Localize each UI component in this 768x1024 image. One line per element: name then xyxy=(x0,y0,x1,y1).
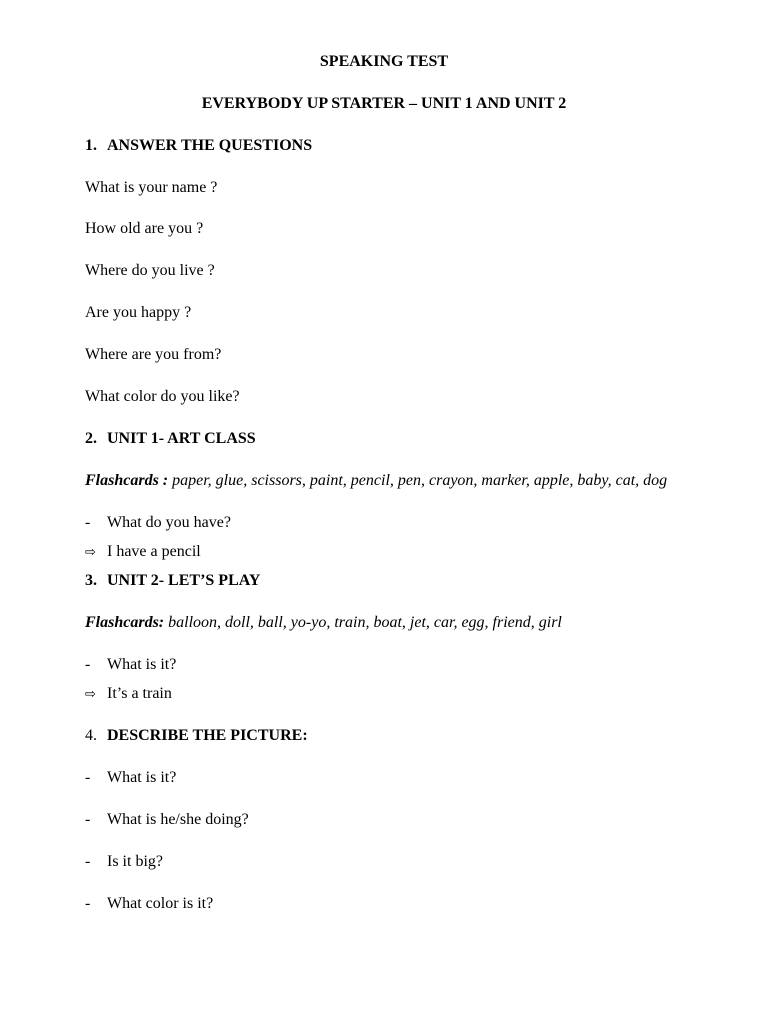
bullet-question: What color is it? xyxy=(107,895,214,912)
bullet-question: What is it? xyxy=(107,769,177,786)
answer-line xyxy=(85,684,172,705)
bullet-question: What is he/she doing? xyxy=(107,811,249,828)
section-3-heading xyxy=(85,571,260,591)
flashcards-line xyxy=(85,471,667,491)
section-title: UNIT 2- LET’S PLAY xyxy=(107,572,261,589)
flashcards-line xyxy=(85,613,562,633)
dash-bullet-line xyxy=(85,894,213,914)
section-number: 3. xyxy=(85,572,97,589)
section-title: ANSWER THE QUESTIONS xyxy=(107,137,313,154)
flashcards-label: Flashcards: xyxy=(85,614,165,631)
dash-bullet-line xyxy=(85,768,176,788)
question-line: What is your name ? xyxy=(85,179,218,196)
sample-answer: I have a pencil xyxy=(107,543,201,560)
section-4-heading xyxy=(85,726,308,746)
dash-bullet: - xyxy=(85,656,91,673)
dash-bullet: - xyxy=(85,853,91,870)
section-title: DESCRIBE THE PICTURE: xyxy=(107,727,308,744)
dash-bullet-line xyxy=(85,852,163,872)
bullet-question: What is it? xyxy=(107,656,177,673)
section-title: UNIT 1- ART CLASS xyxy=(107,430,256,447)
answer-line xyxy=(85,542,201,563)
bullet-question: What do you have? xyxy=(107,514,231,531)
flashcards-items: balloon, doll, ball, yo-yo, train, boat, jet, car, egg, friend, girl xyxy=(168,614,562,631)
dash-bullet: - xyxy=(85,811,91,828)
question-line: Are you happy ? xyxy=(85,304,192,321)
question-line: What color do you like? xyxy=(85,388,240,405)
section-number: 1. xyxy=(85,137,97,154)
dash-bullet: - xyxy=(85,769,91,786)
question-line: Where are you from? xyxy=(85,346,222,363)
question-line: Where do you live ? xyxy=(85,262,215,279)
dash-bullet: - xyxy=(85,514,91,531)
flashcards-label: Flashcards : xyxy=(85,472,169,489)
outline-right-arrow-icon: ⇨ xyxy=(85,545,96,560)
outline-right-arrow-icon: ⇨ xyxy=(85,687,96,702)
section-1-heading xyxy=(85,136,312,156)
flashcards-items: paper, glue, scissors, paint, pencil, pen, crayon, marker, apple, baby, cat, dog xyxy=(172,472,668,489)
sample-answer: It’s a train xyxy=(107,685,172,702)
dash-bullet-line xyxy=(85,655,176,675)
question-line: How old are you ? xyxy=(85,220,204,237)
section-number: 4. xyxy=(85,727,97,744)
dash-bullet: - xyxy=(85,895,91,912)
dash-bullet-line xyxy=(85,513,231,533)
section-2-heading xyxy=(85,429,256,449)
document-title: SPEAKING TEST xyxy=(319,53,449,70)
bullet-question: Is it big? xyxy=(107,853,163,870)
section-number: 2. xyxy=(85,430,97,447)
dash-bullet-line xyxy=(85,810,249,830)
document-subtitle: EVERYBODY UP STARTER – UNIT 1 AND UNIT 2 xyxy=(201,95,567,112)
